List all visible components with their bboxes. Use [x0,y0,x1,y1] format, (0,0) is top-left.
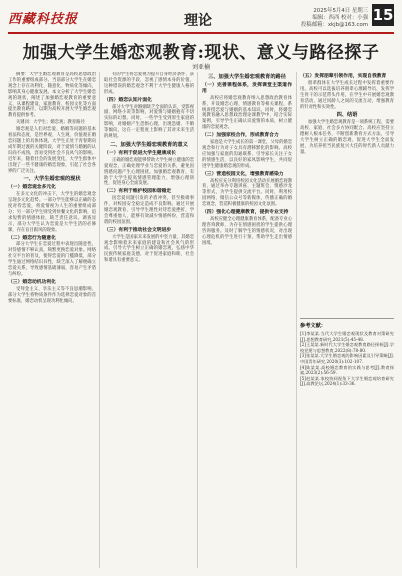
subheading: 一、大学生婚恋观的现状 [23,176,81,183]
subheading: （一）完善课程体系，发挥课堂主渠道作用 [202,81,292,94]
column-divider [197,72,198,568]
paragraph: 婚恋观是人们对恋爱、婚姻等问题的基本看法和态度，是世界观、人生观、价值观在婚恋问题上的具体体现。大学生正处于青春期向成年期过渡的关键阶段，对于爱情与婚姻的认识尚不成熟，容易受到社会不良风气的影响。近年来，随着社会的发展变化，大学生群体中出现了一些不健康的婚恋现象，引起了社会各界的广泛关注。 [8,127,96,174]
date-line: 2025年5月4日 星期三 [313,8,368,14]
header-rule [8,32,394,34]
subheading: （二）婚恋行为随意化 [8,234,56,241]
reference-item: [2]王某某.新时代大学生婚恋观教育路径探析[J].学校党建与思想教育,2022(8):78-80. [300,342,394,353]
article-title: 加强大学生婚恋观教育:现状、意义与路径探子 [22,43,380,63]
paragraph: 高校应将婚恋观教育纳入思想政治教育体系，开设婚恋心理、情感教育等相关课程，系统讲授恋爱与婚姻的基本知识。同时，将婚恋观教育融入思想政治理论课教学中，结合实际案例，引导学生正确认识爱情的本质，树立健康的恋爱观念。 [202,95,292,131]
reference-item: [3]张某某.大学生婚恋观的影响因素及引导策略[J].中国青年研究,2020(3):102-107. [300,353,394,364]
article-author: 刘亚楠 [191,64,210,71]
subheading: （五）发挥朋辈引领作用，实现自我教育 [300,73,387,79]
text-column-2 [104,72,194,568]
column-divider [296,72,297,568]
subheading: （二）加强家校合作，形成教育合力 [202,132,279,139]
paragraph: 高校应健全心理健康教育体系，配备专业心理咨询教师，为存在情感困扰的学生提供心理咨询服务。及时了解学生的情感状况，对出现心理危机的学生进行干预，帮助学生走出情感困境。 [202,216,292,246]
text-column-3 [202,72,292,568]
page-number: 15 [372,6,394,24]
subheading: 二、加强大学生婚恋观教育的意义 [110,141,188,148]
paragraph: 家庭是大学生成长的第一课堂，父母的婚恋观念和行为对子女具有潜移默化的影响。高校应加强与家庭的沟通联系，引导家长关注子女的情感生活，以良好的家风影响学生，共同促进学生健康婚恋观的形成。 [202,140,292,169]
reference-item: [4]陈某某.高校婚恋教育的实践与思考[J].教育探索,2023(2):56-59. [300,364,394,376]
subheading: （二）有利于维护校园和谐稳定 [104,188,172,195]
editor-line: 编辑：西西 校对：小强 [312,15,368,21]
paragraph: 因恋爱问题引发的矛盾冲突，甚至极端事件，对校园安全稳定造成不良影响。通过开展婚恋观教育，引导学生理性对待恋爱挫折，学会尊重他人，能够有效减少情感纠纷，营造和谐的校园氛围。 [104,196,194,225]
reference-item: [1]李某某.当代大学生婚恋观现状及教育对策研究[J].思想教育研究,2021(5):45-48. [300,331,394,342]
header-meta [301,8,368,29]
paragraph: 受拜金主义、享乐主义等不良思潮影响，部分大学生将物质条件作为选择恋爱对象的首要标准，婚恋动机呈现功利化倾向。 [8,286,96,304]
subheading: 三、加强大学生婚恋观教育的路径 [208,74,286,80]
section-title: 理论 [184,13,212,29]
paragraph: 部分大学生在恋爱过程中表现出随意性，对待感情不够认真，频繁更换恋爱对象。网络社交平台的普及，使得恋爱的门槛降低，部分学生通过网络结识异性，缺乏深入了解便确立恋爱关系，导致感情基础薄弱，容易产生矛盾与纠纷。 [8,242,96,277]
paragraph: 在多元文化的冲击下，大学生的婚恋观念呈现多元化趋势。一部分学生能够以正确的态度对待恋爱，将爱情视为人生的重要组成部分；另一部分学生则受到快餐文化的影响，追求短暂的情感体验，缺乏责任意识。调查显示，部分大学生认为恋爱是大学生活的必修课，存在盲目跟风的现象。 [8,192,96,233]
text-column-4 [300,72,394,316]
paragraph: 朋辈群体在大学生成长过程中发挥着重要作用。高校可以选拔培养朋辈心理辅导员，发挥学生骨干的示范带头作用，在学生中开展婚恋观教育活动，通过同龄人之间的交流互动，增强教育的针对性和实效性。 [300,80,394,110]
references-box [300,318,394,569]
subheading: 四、结语 [336,112,358,119]
paragraph: 关键词：大学生；婚恋观；教育路径 [16,120,85,126]
newspaper-logo: 西藏科技报 [8,12,79,27]
subheading: （一）有利于促进大学生健康成长 [104,149,176,156]
email-line: 投稿邮箱：xkjb@163.com [300,22,368,28]
paragraph: 摘要：大学生婚恋观教育是高校思想政治工作的重要组成部分。当前部分大学生在婚恋观念上存在功利化、随意化、物质化等倾向，影响其身心健康发展。本文分析了大学生婚恋观的现状，阐述了加强婚恋观教育的重要意义，从课程建设、家庭教育、校园文化等方面提出教育路径，以期为高校开展大学生婚恋观教育提供参考。 [8,72,96,119]
paragraph: 部分大学生对婚姻缺乏全面的认识，受影视剧、网络小说等影响，对爱情与婚姻抱有不切实际的幻想。同时，一些学生受到原生家庭的影响，对婚姻产生恐惧心理，出现恐婚、不婚等倾向，这在一定程度上影响了其对未来生活的规划。 [104,104,194,140]
subheading: （三）营造校园文化，增强教育感染力 [202,170,284,177]
subheading: （三）有利于推动社会文明进步 [104,226,172,233]
subheading: （一）婚恋观念多元化 [8,184,56,191]
references-title: 参考文献： [300,323,326,329]
subheading: （四）强化心理健康教育，提供专业支持 [202,209,289,216]
paragraph: 大学生是国家未来发展的中坚力量，其婚恋观念影响着未来家庭的建设和社会风气的形成。引导大学生树立正确的婚恋观，弘扬中华民族传统家庭美德，对于促进家庭和睦、社会和谐具有重要意义。 [104,234,194,264]
column-divider [99,72,100,568]
paragraph: 正确的婚恋观能够帮助大学生树立健康的恋爱观念，正确处理学业与恋爱的关系，避免因情感问题产生心理困扰。加强婚恋观教育，有助于大学生提高情感管理能力，增强心理韧性，促进身心全面发展。 [104,157,194,187]
references-list [300,331,394,387]
text-column-1 [8,72,96,568]
paragraph: 高校应充分利用校园文化活动开展婚恋观教育，通过举办专题讲座、主题班会、情感沙龙等形式，为学生提供交流平台。同时，利用校园网络、微信公众号等新媒体，传播正确的婚恋观念，营造积极健康的校园文化氛围。 [202,178,292,208]
subheading: （四）婚恋认知片面化 [104,96,152,103]
paragraph: 有的学生将恋爱视为提升自身经济条件、获取社会资源的手段，忽视了感情本身的价值，这种错误的婚恋观念不利于大学生健康人格的形成。 [104,72,194,95]
subheading: （三）婚恋动机功利化 [8,278,56,285]
paragraph: 加强大学生婚恋观教育是一项系统工程，需要高校、家庭、社会多方协同配合。高校应坚持立德树人根本任务，不断创新教育方式方法，引导大学生树立正确的婚恋观，促进大学生全面发展，为培养担当民族复兴大任的时代新人贡献力量。 [300,120,394,155]
reference-item: [5]赵某某.家校协同视角下大学生婚恋观培育研究[J].高教论坛,2024(1):33-36. [300,375,394,387]
